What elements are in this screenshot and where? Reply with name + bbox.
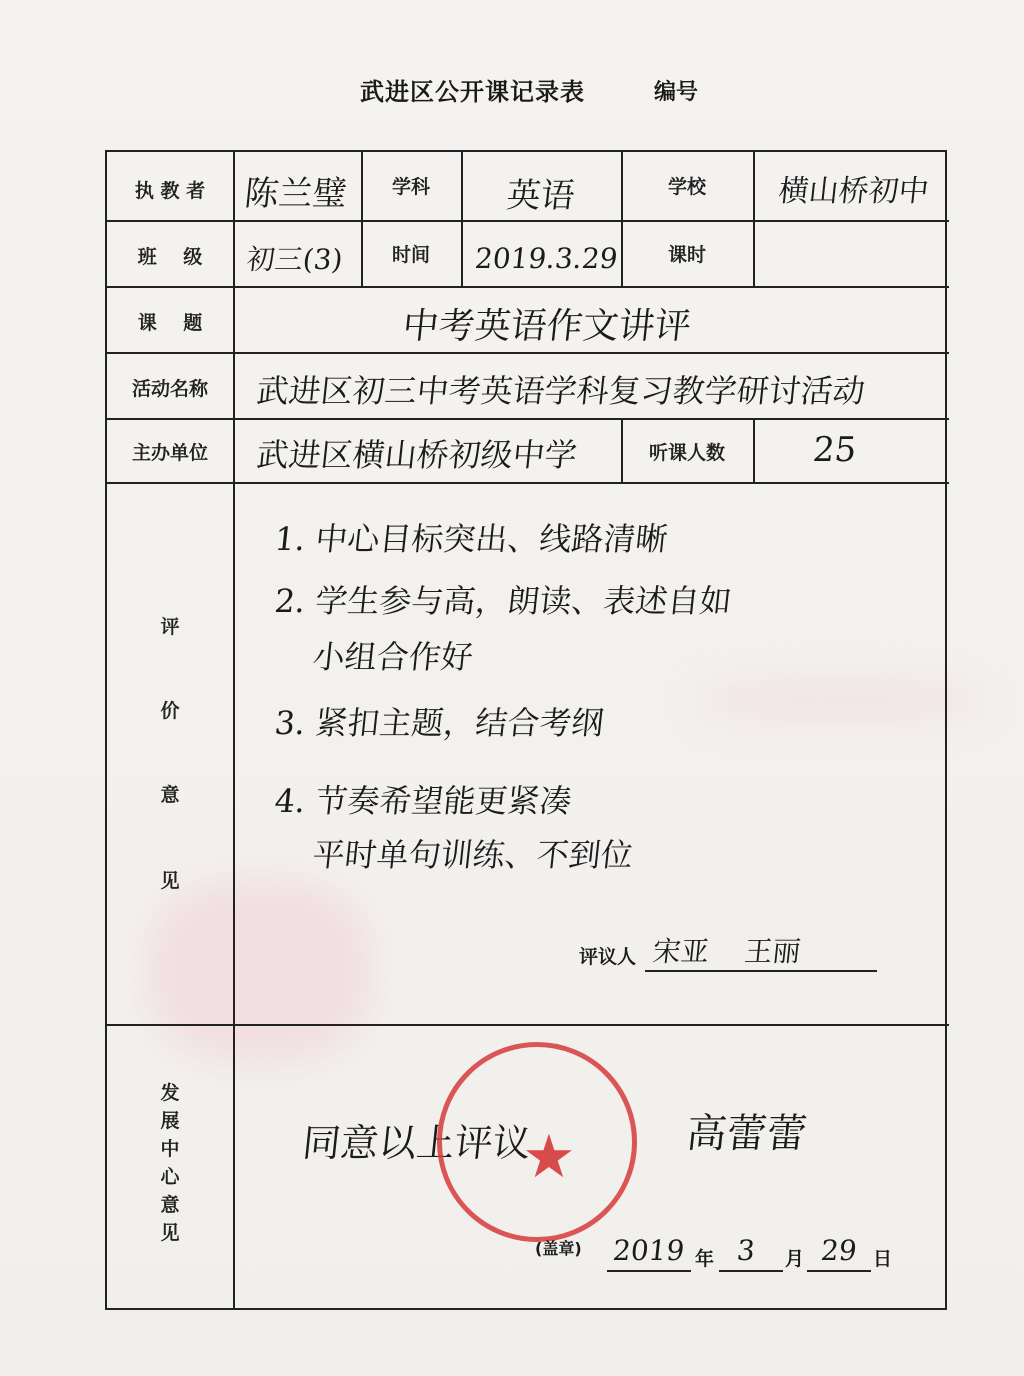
evaluation-comment: 1. 中心目标突出、线路清晰	[272, 520, 670, 558]
date-day: 29	[819, 1234, 859, 1267]
school-value: 横山桥初中	[776, 174, 931, 209]
activity-label: 活动名称	[131, 378, 208, 400]
audience-label: 听课人数	[648, 442, 725, 464]
date-month-line	[719, 1270, 783, 1272]
evaluation-comment: 2. 学生参与高，朗读、表述自如	[272, 582, 734, 620]
development-opinion: 同意以上评议	[300, 1121, 533, 1165]
evaluation-comment: 4. 节奏希望能更紧凑	[272, 782, 574, 820]
director-signature: 高蕾蕾	[684, 1111, 810, 1157]
date-year-line	[607, 1270, 691, 1272]
development-label-char: 展	[160, 1110, 180, 1132]
form-title: 武进区公开课记录表	[360, 78, 585, 106]
period-label: 课时	[667, 244, 706, 266]
column-divider	[753, 152, 755, 286]
teacher-value: 陈兰璧	[242, 174, 349, 214]
serial-number-label: 编号	[654, 80, 699, 105]
evaluation-comment: 3. 紧扣主题，结合考纲	[272, 704, 606, 742]
development-label-char: 见	[160, 1222, 180, 1244]
reviewer-signature-line	[645, 970, 877, 972]
development-label-char: 心	[160, 1166, 180, 1188]
time-label: 时间	[391, 244, 430, 266]
subject-label: 学科	[391, 176, 430, 198]
development-label-char: 意	[160, 1194, 180, 1216]
development-label-char: 发	[160, 1082, 180, 1104]
class-label: 班 级	[137, 246, 203, 268]
reviewer-label: 评议人	[579, 946, 637, 968]
seal-note: (盖章)	[535, 1239, 582, 1258]
date-month-unit: 月	[785, 1248, 805, 1270]
time-value: 2019.3.29	[473, 242, 620, 275]
audience-value: 25	[810, 430, 859, 470]
record-form-table	[105, 150, 947, 1310]
evaluation-label-char: 价	[160, 700, 180, 722]
subject-value: 英语	[504, 176, 577, 216]
date-day-unit: 日	[873, 1248, 893, 1270]
activity-value: 武进区初三中考英语学科复习教学研讨活动	[254, 372, 867, 410]
class-value: 初三(3)	[245, 243, 345, 276]
date-year-unit: 年	[695, 1248, 715, 1270]
date-day-line	[807, 1270, 871, 1272]
column-divider	[461, 152, 463, 286]
school-label: 学校	[667, 176, 706, 198]
seal-star-icon: ★	[522, 1122, 576, 1192]
evaluation-label-char: 评	[160, 616, 180, 638]
date-year: 2019	[611, 1234, 686, 1267]
evaluation-comment: 平时单句训练、不到位	[310, 836, 635, 874]
evaluation-comment: 小组合作好	[310, 638, 475, 676]
topic-value: 中考英语作文讲评	[400, 306, 693, 347]
host-label: 主办单位	[131, 442, 208, 464]
column-divider	[753, 418, 755, 482]
host-value: 武进区横山桥初级中学	[254, 436, 579, 474]
column-divider	[233, 152, 235, 1310]
teacher-label: 执 教 者	[134, 180, 206, 202]
development-label-char: 中	[160, 1138, 180, 1160]
evaluation-label-char: 意	[160, 784, 180, 806]
reviewer-names: 宋亚 王丽	[651, 935, 803, 968]
topic-label: 课 题	[137, 312, 203, 334]
evaluation-label-char: 见	[160, 870, 180, 892]
date-month: 3	[735, 1234, 757, 1267]
